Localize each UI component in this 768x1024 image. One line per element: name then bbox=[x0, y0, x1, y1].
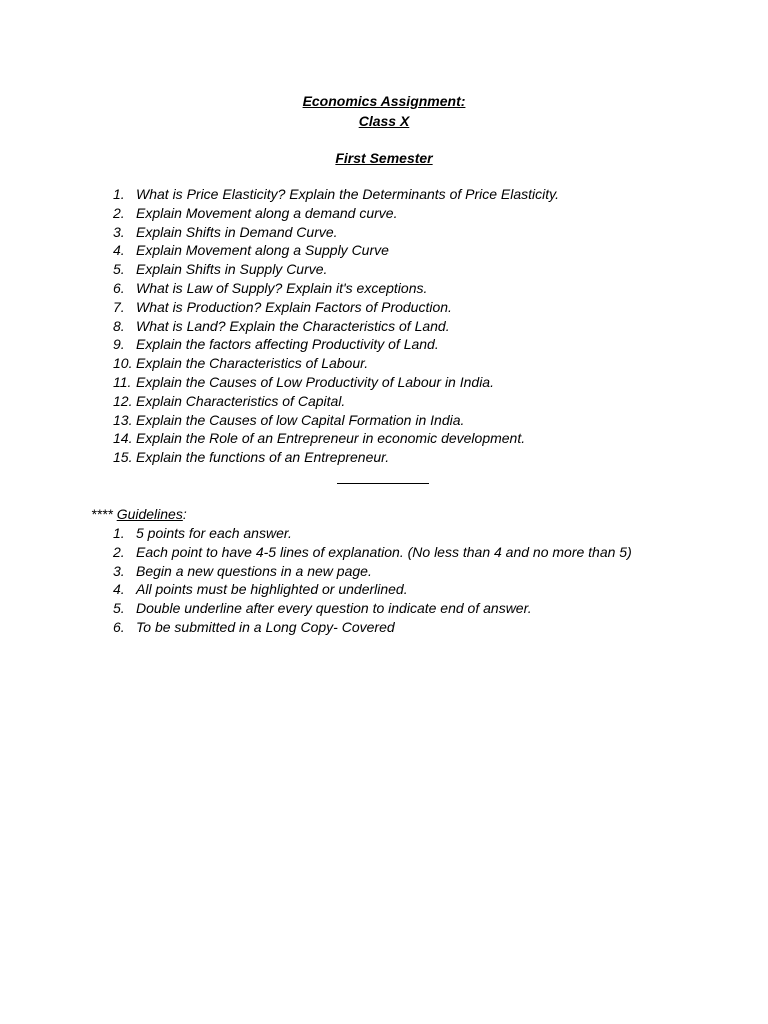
item-number: 12. bbox=[113, 392, 133, 409]
guidelines-list bbox=[0, 524, 768, 637]
item-text: Begin a new questions in a new page. bbox=[136, 562, 372, 579]
item-text: 5 points for each answer. bbox=[136, 525, 292, 541]
item-number: 13. bbox=[113, 411, 133, 428]
list-item bbox=[0, 429, 768, 448]
item-text: What is Price Elasticity? Explain the Determinants of Price Elasticity. bbox=[136, 186, 560, 202]
question-list bbox=[0, 185, 768, 467]
item-number: 1. bbox=[113, 186, 125, 202]
list-item bbox=[0, 241, 768, 260]
guidelines-label: Guidelines bbox=[116, 506, 183, 522]
item-number: 4. bbox=[113, 242, 125, 259]
item-text: What is Production? Explain Factors of Production. bbox=[136, 298, 452, 315]
list-item bbox=[0, 223, 768, 242]
item-number: 5. bbox=[113, 600, 125, 617]
item-number: 15. bbox=[113, 449, 133, 466]
item-number: 7. bbox=[113, 298, 125, 315]
list-item bbox=[0, 204, 768, 223]
list-item bbox=[0, 392, 768, 411]
item-number: 4. bbox=[113, 581, 125, 598]
item-number: 6. bbox=[113, 279, 125, 296]
item-text: Explain Characteristics of Capital. bbox=[136, 392, 346, 409]
item-text: All points must be highlighted or underlined. bbox=[136, 581, 408, 598]
item-number: 8. bbox=[113, 317, 125, 334]
list-item bbox=[0, 185, 768, 204]
item-number: 2. bbox=[113, 543, 125, 560]
list-item bbox=[0, 562, 768, 581]
item-text: Explain the factors affecting Productivity of Land. bbox=[136, 336, 439, 353]
guidelines-prefix: **** bbox=[91, 506, 117, 522]
item-text: Explain the Causes of Low Productivity of Labour in India. bbox=[136, 373, 494, 390]
item-number: 3. bbox=[113, 223, 125, 240]
item-number: 1. bbox=[113, 525, 125, 541]
section-divider bbox=[337, 483, 429, 484]
item-number: 5. bbox=[113, 261, 125, 278]
list-item bbox=[0, 524, 768, 543]
document-title: Economics Assignment: bbox=[302, 93, 466, 109]
list-item bbox=[0, 580, 768, 599]
item-text: Explain Shifts in Supply Curve. bbox=[136, 261, 328, 278]
list-item bbox=[0, 298, 768, 317]
list-item bbox=[0, 448, 768, 467]
guidelines-colon: : bbox=[182, 506, 187, 522]
item-text: Each point to have 4-5 lines of explanation. (No less than 4 and no more than 5) bbox=[136, 543, 632, 560]
list-item bbox=[0, 279, 768, 298]
item-number: 10. bbox=[113, 355, 133, 372]
item-number: 2. bbox=[113, 204, 125, 221]
item-text: Double underline after every question to indicate end of answer. bbox=[136, 600, 532, 617]
list-item bbox=[0, 317, 768, 336]
section-heading: First Semester bbox=[335, 150, 433, 166]
item-text: Explain the Causes of low Capital Formation in India. bbox=[136, 411, 465, 428]
item-text: Explain the Characteristics of Labour. bbox=[136, 355, 369, 372]
item-number: 3. bbox=[113, 562, 125, 579]
list-item bbox=[0, 260, 768, 279]
item-number: 14. bbox=[113, 430, 133, 447]
list-item bbox=[0, 599, 768, 618]
item-text: Explain the Role of an Entrepreneur in economic development. bbox=[136, 430, 526, 447]
list-item bbox=[0, 411, 768, 430]
list-item bbox=[0, 543, 768, 562]
item-number: 11. bbox=[113, 373, 132, 390]
guidelines-heading bbox=[91, 505, 187, 523]
item-number: 6. bbox=[113, 618, 125, 635]
item-number: 9. bbox=[113, 336, 125, 353]
item-text: What is Land? Explain the Characteristics of Land. bbox=[136, 317, 450, 334]
item-text: Explain Shifts in Demand Curve. bbox=[136, 223, 338, 240]
list-item bbox=[0, 373, 768, 392]
document-subtitle: Class X bbox=[358, 113, 410, 129]
item-text: To be submitted in a Long Copy- Covered bbox=[136, 618, 395, 635]
list-item bbox=[0, 618, 768, 637]
item-text: What is Law of Supply? Explain it's exceptions. bbox=[136, 279, 428, 296]
item-text: Explain the functions of an Entrepreneur. bbox=[136, 449, 390, 466]
list-item bbox=[0, 354, 768, 373]
item-text: Explain Movement along a Supply Curve bbox=[136, 242, 389, 259]
item-text: Explain Movement along a demand curve. bbox=[136, 204, 398, 221]
list-item bbox=[0, 335, 768, 354]
